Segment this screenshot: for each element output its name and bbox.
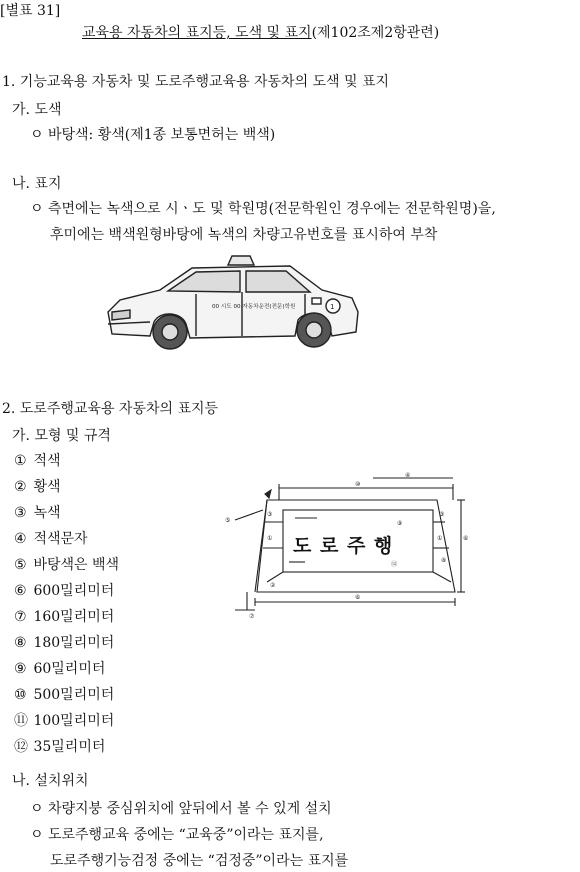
legend-text: 60밀리미터	[33, 661, 106, 677]
legend-text: 녹색	[33, 505, 61, 521]
appendix-label: [별표 31]	[0, 3, 61, 19]
sign-text: 도 로 주 행	[293, 535, 394, 557]
legend-text: 160밀리미터	[33, 609, 115, 625]
legend-item	[14, 556, 119, 574]
legend-mark: ⑩	[14, 687, 27, 703]
legend-text: 황색	[33, 479, 61, 495]
legend-text: 35밀리미터	[33, 739, 106, 755]
legend-item	[14, 634, 114, 652]
section1-heading: 1. 기능교육용 자동차 및 도로주행교육용 자동차의 도색 및 표지	[2, 74, 390, 90]
svg-text:①: ①	[267, 535, 273, 542]
svg-text:⑤: ⑤	[225, 517, 231, 524]
svg-text:⑧: ⑧	[441, 557, 447, 564]
section1-b-item-line2: 후미에는 백색원형바탕에 녹색의 차량고유번호를 표시하여 부착	[50, 227, 438, 243]
legend-mark: ⑥	[14, 583, 27, 599]
section1-a-item: ㅇ 바탕색: 황색(제1종 보통면허는 백색)	[30, 127, 276, 143]
page-title-main: 교육용 자동차의 표지등, 도색 및 표지	[82, 25, 312, 41]
svg-text:③: ③	[439, 511, 445, 518]
section2-b-item2-line1: ㅇ 도로주행교육 중에는 “교육중”이라는 표지를,	[30, 827, 324, 843]
legend-item	[14, 582, 114, 600]
section2-b-item1: ㅇ 차량지붕 중심위치에 앞뒤에서 볼 수 있게 설치	[30, 801, 332, 817]
legend-mark: ⑪	[14, 713, 28, 729]
legend-mark: ⑫	[14, 739, 28, 755]
svg-text:⑨: ⑨	[397, 520, 403, 527]
legend-item	[14, 608, 114, 626]
section2-b-heading: 나. 설치위치	[12, 773, 89, 789]
legend-item	[14, 660, 105, 678]
legend-mark: ⑧	[14, 635, 27, 651]
legend-mark: ⑤	[14, 557, 27, 573]
legend-text: 100밀리미터	[33, 713, 115, 729]
svg-text:②: ②	[270, 582, 276, 589]
svg-text:⑩: ⑩	[355, 481, 361, 488]
svg-text:⑥: ⑥	[355, 594, 361, 601]
legend-item	[14, 478, 61, 496]
legend-text: 180밀리미터	[33, 635, 115, 651]
svg-text:④: ④	[405, 472, 411, 479]
car-number-label: 1	[330, 303, 335, 311]
legend-text: 적색문자	[33, 531, 88, 547]
legend-text: 적색	[33, 453, 61, 469]
svg-text:⑦: ⑦	[249, 613, 255, 620]
legend-mark: ③	[14, 505, 27, 521]
section2-b-item2-line2: 도로주행기능검정 중에는 “검정중”이라는 표지를	[50, 853, 349, 869]
svg-text:③: ③	[267, 511, 273, 518]
legend-item	[14, 530, 88, 548]
page-title-suffix: (제102조제2항관련)	[311, 25, 440, 41]
training-car-illustration	[100, 250, 365, 360]
legend-text: 600밀리미터	[33, 583, 115, 599]
section2-heading: 2. 도로주행교육용 자동차의 표지등	[2, 401, 219, 417]
legend-item	[14, 504, 61, 522]
section1-a-heading: 가. 도색	[12, 102, 62, 118]
svg-text:⑫: ⑫	[391, 561, 398, 568]
legend-item	[14, 686, 114, 704]
legend-text: 바탕색은 백색	[33, 557, 120, 573]
page-title	[82, 24, 439, 42]
legend-mark: ②	[14, 479, 27, 495]
legend-mark: ⑨	[14, 661, 27, 677]
svg-text:⑥: ⑥	[463, 535, 469, 542]
legend-item	[14, 452, 61, 470]
legend-text: 500밀리미터	[33, 687, 115, 703]
section2-a-heading: 가. 모형 및 규격	[12, 428, 111, 444]
sign-dimension-diagram	[205, 470, 475, 630]
legend-item	[14, 712, 114, 730]
legend-item	[14, 738, 105, 756]
legend-mark: ⑦	[14, 609, 27, 625]
legend-mark: ④	[14, 531, 27, 547]
section1-b-item-line1: ㅇ 측면에는 녹색으로 시ㆍ도 및 학원명(전문학원인 경우에는 전문학원명)을,	[30, 201, 496, 217]
car-door-text: 00 시도 00 자동차운전(전문)학원	[212, 304, 296, 310]
svg-text:①: ①	[437, 535, 443, 542]
section1-b-heading: 나. 표지	[12, 176, 62, 192]
legend-mark: ①	[14, 453, 27, 469]
